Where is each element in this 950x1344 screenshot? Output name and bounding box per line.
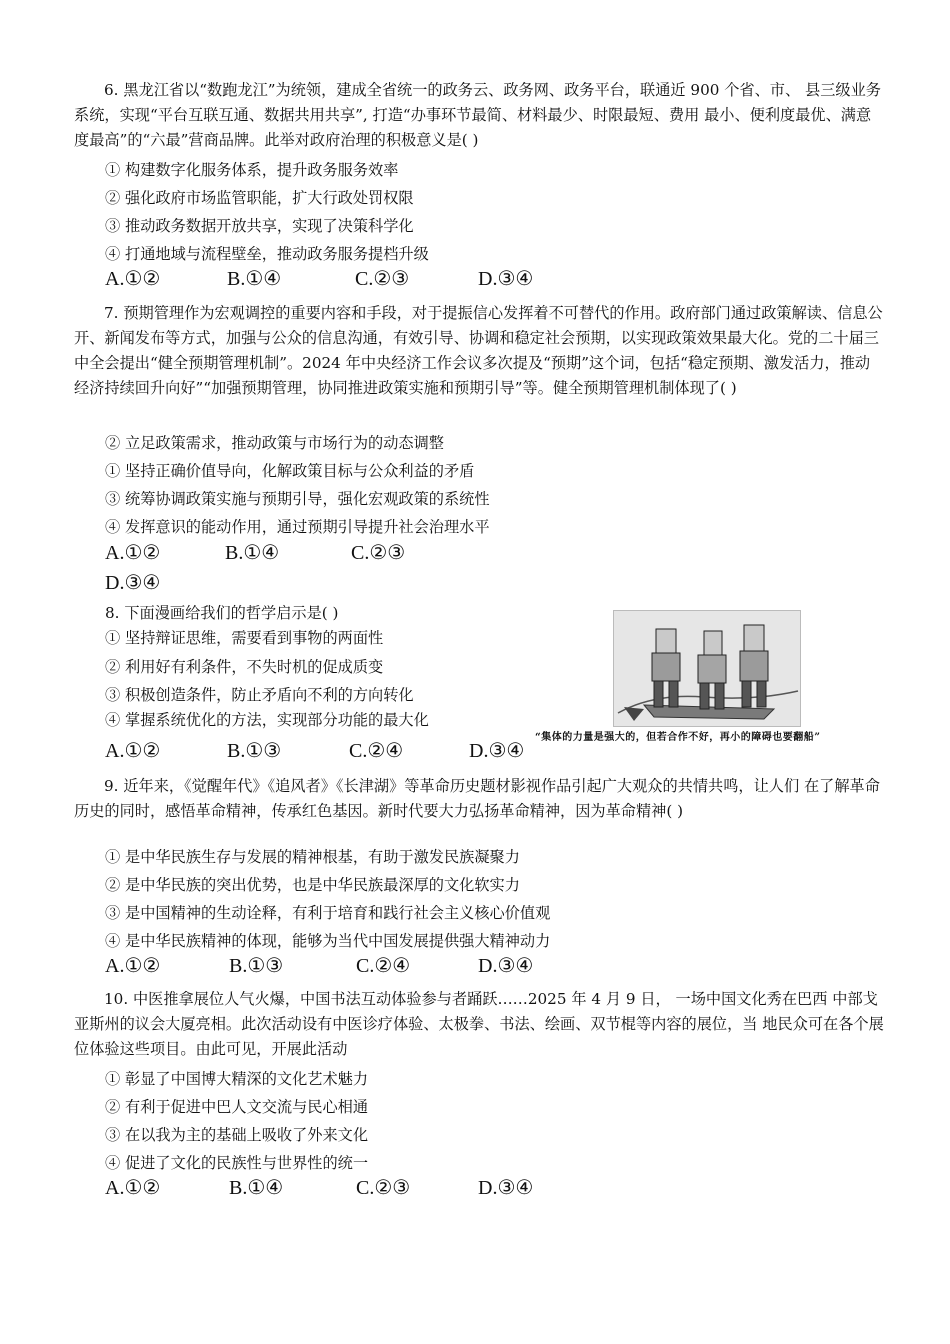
q8-option-3: ③ 积极创造条件，防止矛盾向不利的方向转化	[105, 686, 414, 704]
q10-option-3: ③ 在以我为主的基础上吸收了外来文化	[105, 1126, 369, 1144]
q9-option-3: ③ 是中国精神的生动诠释，有利于培育和践行社会主义核心价值观	[105, 904, 551, 922]
q6-option-2: ② 强化政府市场监管职能，扩大行政处罚权限	[105, 189, 414, 207]
q7-answer-b[interactable]: B.①④	[225, 542, 280, 564]
q6-answer-c[interactable]: C.②③	[355, 268, 410, 290]
q9-option-2: ② 是中华民族的突出优势，也是中华民族最深厚的文化软实力	[105, 876, 520, 894]
q6-answer-d[interactable]: D.③④	[478, 268, 534, 290]
q10-option-1: ① 彰显了中国博大精深的文化艺术魅力	[105, 1070, 369, 1088]
q7-stem: 7. 预期管理作为宏观调控的重要内容和手段，对于提振信心发挥着不可替代的作用。政府部门通过政策解读、信息公开、新闻发布等方式，加强与公众的信息沟通，有效引导、协调和稳定社会预期，以实现政策效果最大化。党的二十届三中全会提出“健全预期管理机制”。2024 年中央经济工作会议多次提及“预期”这个词，包括“稳定预期、激发活力，推动经济持续回升向好”“加强预期管理，协同推进政策实施和预期引导”等。健全预期管理机制体现了( )	[74, 304, 883, 397]
cartoon-caption: “集体的力量是强大的，但若合作不好，再小的障碍也要翻船”	[535, 732, 821, 743]
q6-answer-a[interactable]: A.①②	[105, 268, 161, 290]
q6-option-1: ① 构建数字化服务体系，提升政务服务效率	[105, 161, 399, 179]
cartoon-image	[613, 610, 801, 727]
q7-answer-d[interactable]: D.③④	[105, 572, 161, 594]
q10-answer-a[interactable]: A.①②	[105, 1177, 161, 1199]
q9-answer-c[interactable]: C.②④	[356, 955, 411, 977]
q10-answer-d[interactable]: D.③④	[478, 1177, 534, 1199]
q10-answer-b[interactable]: B.①④	[229, 1177, 284, 1199]
q9-answer-d[interactable]: D.③④	[478, 955, 534, 977]
q10-option-2: ② 有利于促进中巴人文交流与民心相通	[105, 1098, 369, 1116]
q7-option-2: ① 坚持正确价值导向，化解政策目标与公众利益的矛盾	[105, 462, 475, 480]
q7-answer-c[interactable]: C.②③	[351, 542, 406, 564]
q6-option-4: ④ 打通地域与流程壁垒，推动政务服务提档升级	[105, 245, 429, 263]
q7-answer-a[interactable]: A.①②	[105, 542, 161, 564]
q10-answer-c[interactable]: C.②③	[356, 1177, 411, 1199]
q8-answer-b[interactable]: B.①③	[227, 740, 282, 762]
q9-stem: 9. 近年来，《觉醒年代》《追风者》《长津湖》等革命历史题材影视作品引起广大观众的共情共鸣，让人们 在了解革命历史的同时，感悟革命精神，传承红色基因。新时代要大力弘扬革命精神，因为革命精神( )	[74, 777, 880, 820]
q9-answer-a[interactable]: A.①②	[105, 955, 161, 977]
q10-option-4: ④ 促进了文化的民族性与世界性的统一	[105, 1154, 369, 1172]
q8-stem: 8. 下面漫画给我们的哲学启示是( )	[105, 604, 339, 622]
q7-option-4: ④ 发挥意识的能动作用，通过预期引导提升社会治理水平	[105, 518, 490, 536]
q7-option-3: ③ 统筹协调政策实施与预期引导，强化宏观政策的系统性	[105, 490, 490, 508]
q9-answer-b[interactable]: B.①③	[229, 955, 284, 977]
q6-option-3: ③ 推动政务数据开放共享，实现了决策科学化	[105, 217, 414, 235]
q9-option-4: ④ 是中华民族精神的体现，能够为当代中国发展提供强大精神动力	[105, 932, 551, 950]
q6-stem: 6. 黑龙江省以“数跑龙江”为统领，建成全省统一的政务云、政务网、政务平台，联通近 900 个省、市、 县三级业务系统，实现“平台互联互通、数据共用共享”, 打造“办事环节最简、材料最少、时限最短、费用 最小、便利度最优、满意度最高”的“六最”营商品牌。此举对政府治理的积极意义是( )	[74, 81, 881, 149]
q8-option-4: ④ 掌握系统优化的方法，实现部分功能的最大化	[105, 711, 429, 729]
q8-answer-c[interactable]: C.②④	[349, 740, 404, 762]
q8-answer-d[interactable]: D.③④	[469, 740, 525, 762]
q10-stem: 10. 中医推拿展位人气火爆，中国书法互动体验参与者踊跃……2025 年 4 月 9 日， 一场中国文化秀在巴西 中部戈亚斯州的议会大厦亮相。此次活动设有中医诊疗体验、太极拳、书法、绘画、双节棍等内容的展位，当 地民众可在各个展位体验这些项目。由此可见，开展此活动	[74, 990, 884, 1058]
q7-option-1: ② 立足政策需求，推动政策与市场行为的动态调整	[105, 434, 444, 452]
q8-answer-a[interactable]: A.①②	[105, 740, 161, 762]
q8-option-2: ② 利用好有利条件，不失时机的促成质变	[105, 658, 384, 676]
cartoon-drawing	[614, 611, 800, 726]
q6-answer-b[interactable]: B.①④	[227, 268, 282, 290]
q8-option-1: ① 坚持辩证思维，需要看到事物的两面性	[105, 629, 384, 647]
q9-option-1: ① 是中华民族生存与发展的精神根基，有助于激发民族凝聚力	[105, 848, 520, 866]
